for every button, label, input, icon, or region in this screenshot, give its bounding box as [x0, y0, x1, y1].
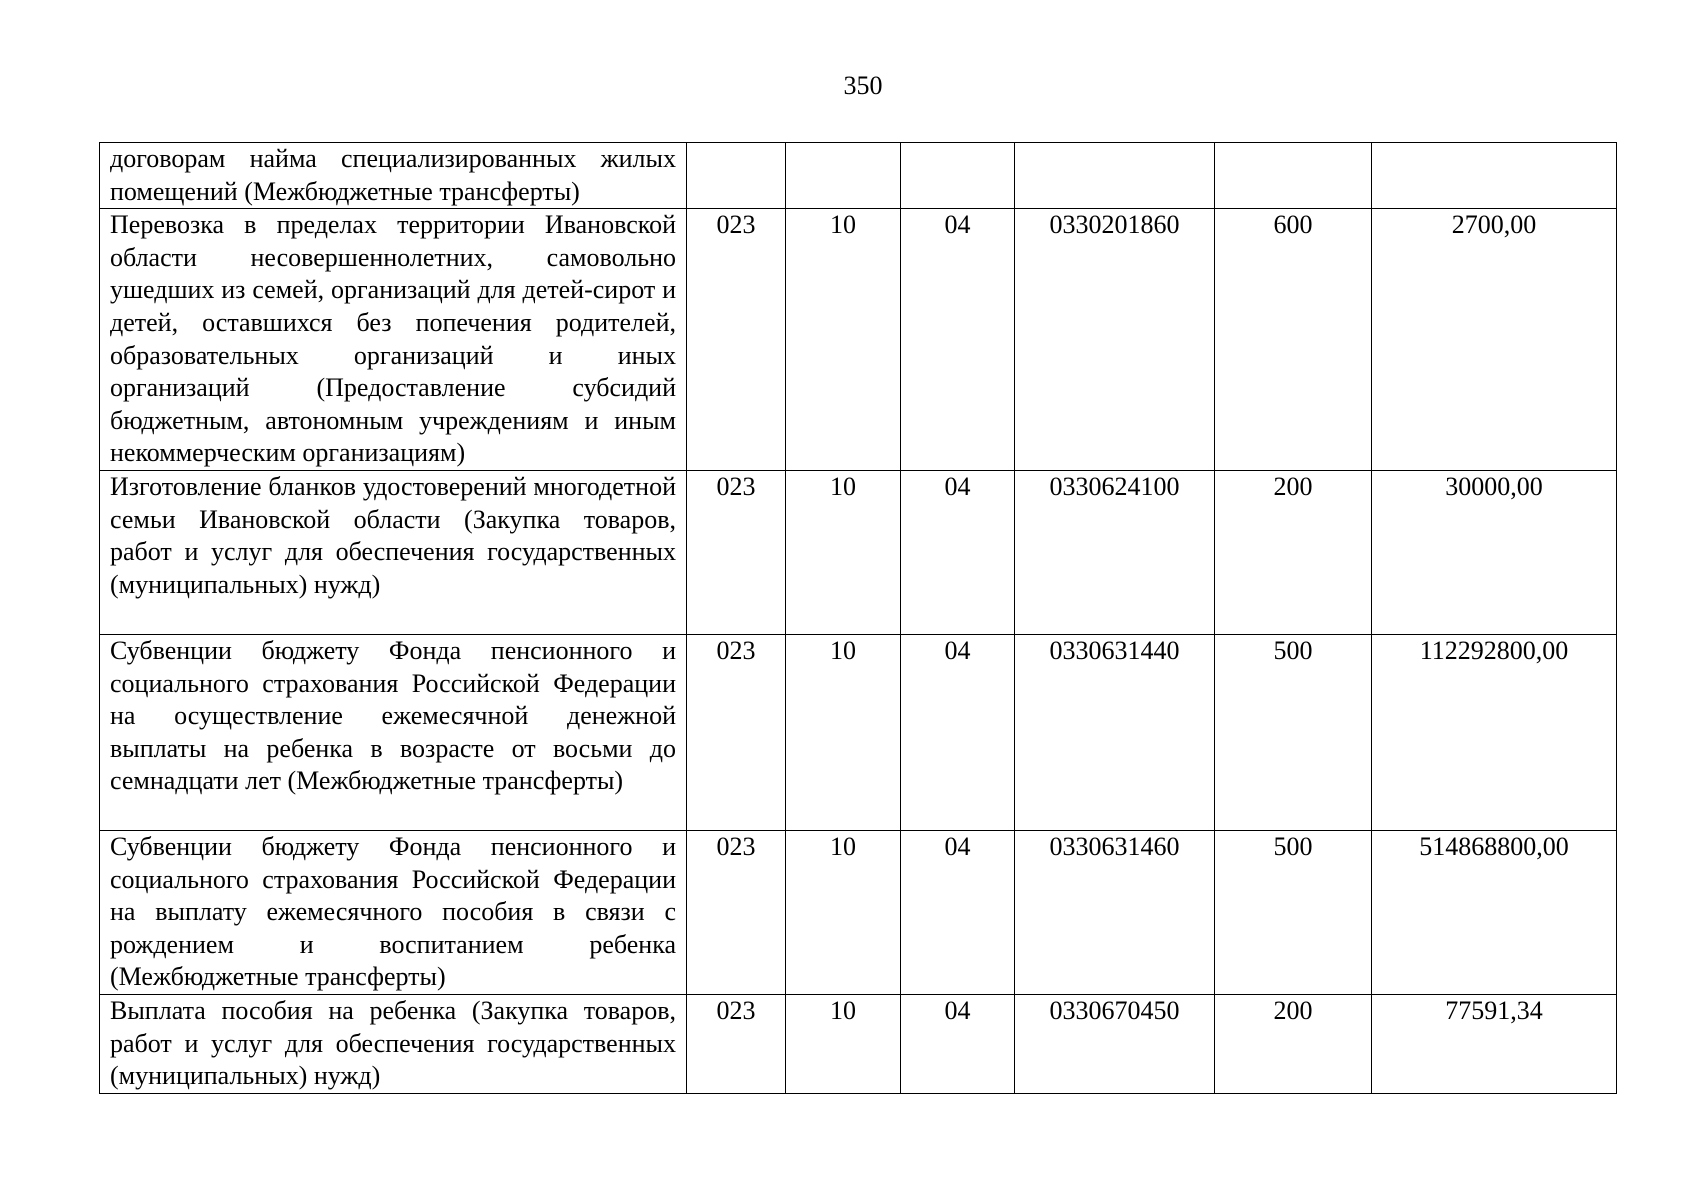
- expense-type-code: 200: [1215, 470, 1372, 634]
- subsection-code: 04: [901, 209, 1015, 471]
- ministry-code: 023: [687, 209, 786, 471]
- subsection-code: [901, 143, 1015, 209]
- section-code: [786, 143, 901, 209]
- page-number: 350: [843, 71, 883, 100]
- table-row: [100, 143, 1617, 209]
- amount: 30000,00: [1372, 470, 1617, 634]
- ministry-code: 023: [687, 470, 786, 634]
- table-row: [100, 830, 1617, 994]
- section-code: 10: [786, 209, 901, 471]
- target-article-code: 0330631460: [1015, 830, 1215, 994]
- subsection-code: 04: [901, 470, 1015, 634]
- expense-type-code: [1215, 143, 1372, 209]
- expense-type-code: 600: [1215, 209, 1372, 471]
- expense-type-code: 500: [1215, 634, 1372, 830]
- target-article-code: [1015, 143, 1215, 209]
- budget-table: [99, 142, 1617, 1094]
- ministry-code: 023: [687, 830, 786, 994]
- amount: 2700,00: [1372, 209, 1617, 471]
- target-article-code: 0330670450: [1015, 994, 1215, 1093]
- ministry-code: 023: [687, 994, 786, 1093]
- table-row: [100, 634, 1617, 830]
- subsection-code: 04: [901, 634, 1015, 830]
- row-description: Выплата пособия на ребенка (Закупка товаров, работ и услуг для обеспечения государственных (муниципальных) нужд): [100, 994, 687, 1093]
- section-code: 10: [786, 634, 901, 830]
- target-article-code: 0330631440: [1015, 634, 1215, 830]
- row-description: Перевозка в пределах территории Ивановской области несовершеннолетних, самовольно ушедших из семей, организаций для детей-сирот и детей, оставшихся без попечения родителей, образовательных организаций и иных организаций (Предоставление субсидий бюджетным, автономным учреждениям и иным некоммерческим организациям): [100, 209, 687, 471]
- subsection-code: 04: [901, 830, 1015, 994]
- table-row: [100, 994, 1617, 1093]
- section-code: 10: [786, 470, 901, 634]
- row-description: Изготовление бланков удостоверений многодетной семьи Ивановской области (Закупка товаров, работ и услуг для обеспечения государственных (муниципальных) нужд): [100, 470, 687, 634]
- expense-type-code: 200: [1215, 994, 1372, 1093]
- section-code: 10: [786, 994, 901, 1093]
- row-description: Субвенции бюджету Фонда пенсионного и социального страхования Российской Федерации на выплату ежемесячного пособия в связи с рождением и воспитанием ребенка (Межбюджетные трансферты): [100, 830, 687, 994]
- section-code: 10: [786, 830, 901, 994]
- table-row: [100, 209, 1617, 471]
- target-article-code: 0330624100: [1015, 470, 1215, 634]
- amount: [1372, 143, 1617, 209]
- amount: 514868800,00: [1372, 830, 1617, 994]
- amount: 77591,34: [1372, 994, 1617, 1093]
- expense-type-code: 500: [1215, 830, 1372, 994]
- ministry-code: 023: [687, 634, 786, 830]
- row-description: договорам найма специализированных жилых помещений (Межбюджетные трансферты): [100, 143, 687, 209]
- subsection-code: 04: [901, 994, 1015, 1093]
- target-article-code: 0330201860: [1015, 209, 1215, 471]
- table-row: [100, 470, 1617, 634]
- ministry-code: [687, 143, 786, 209]
- row-description: Субвенции бюджету Фонда пенсионного и социального страхования Российской Федерации на осуществление ежемесячной денежной выплаты на ребенка в возрасте от восьми до семнадцати лет (Межбюджетные трансферты): [100, 634, 687, 830]
- amount: 112292800,00: [1372, 634, 1617, 830]
